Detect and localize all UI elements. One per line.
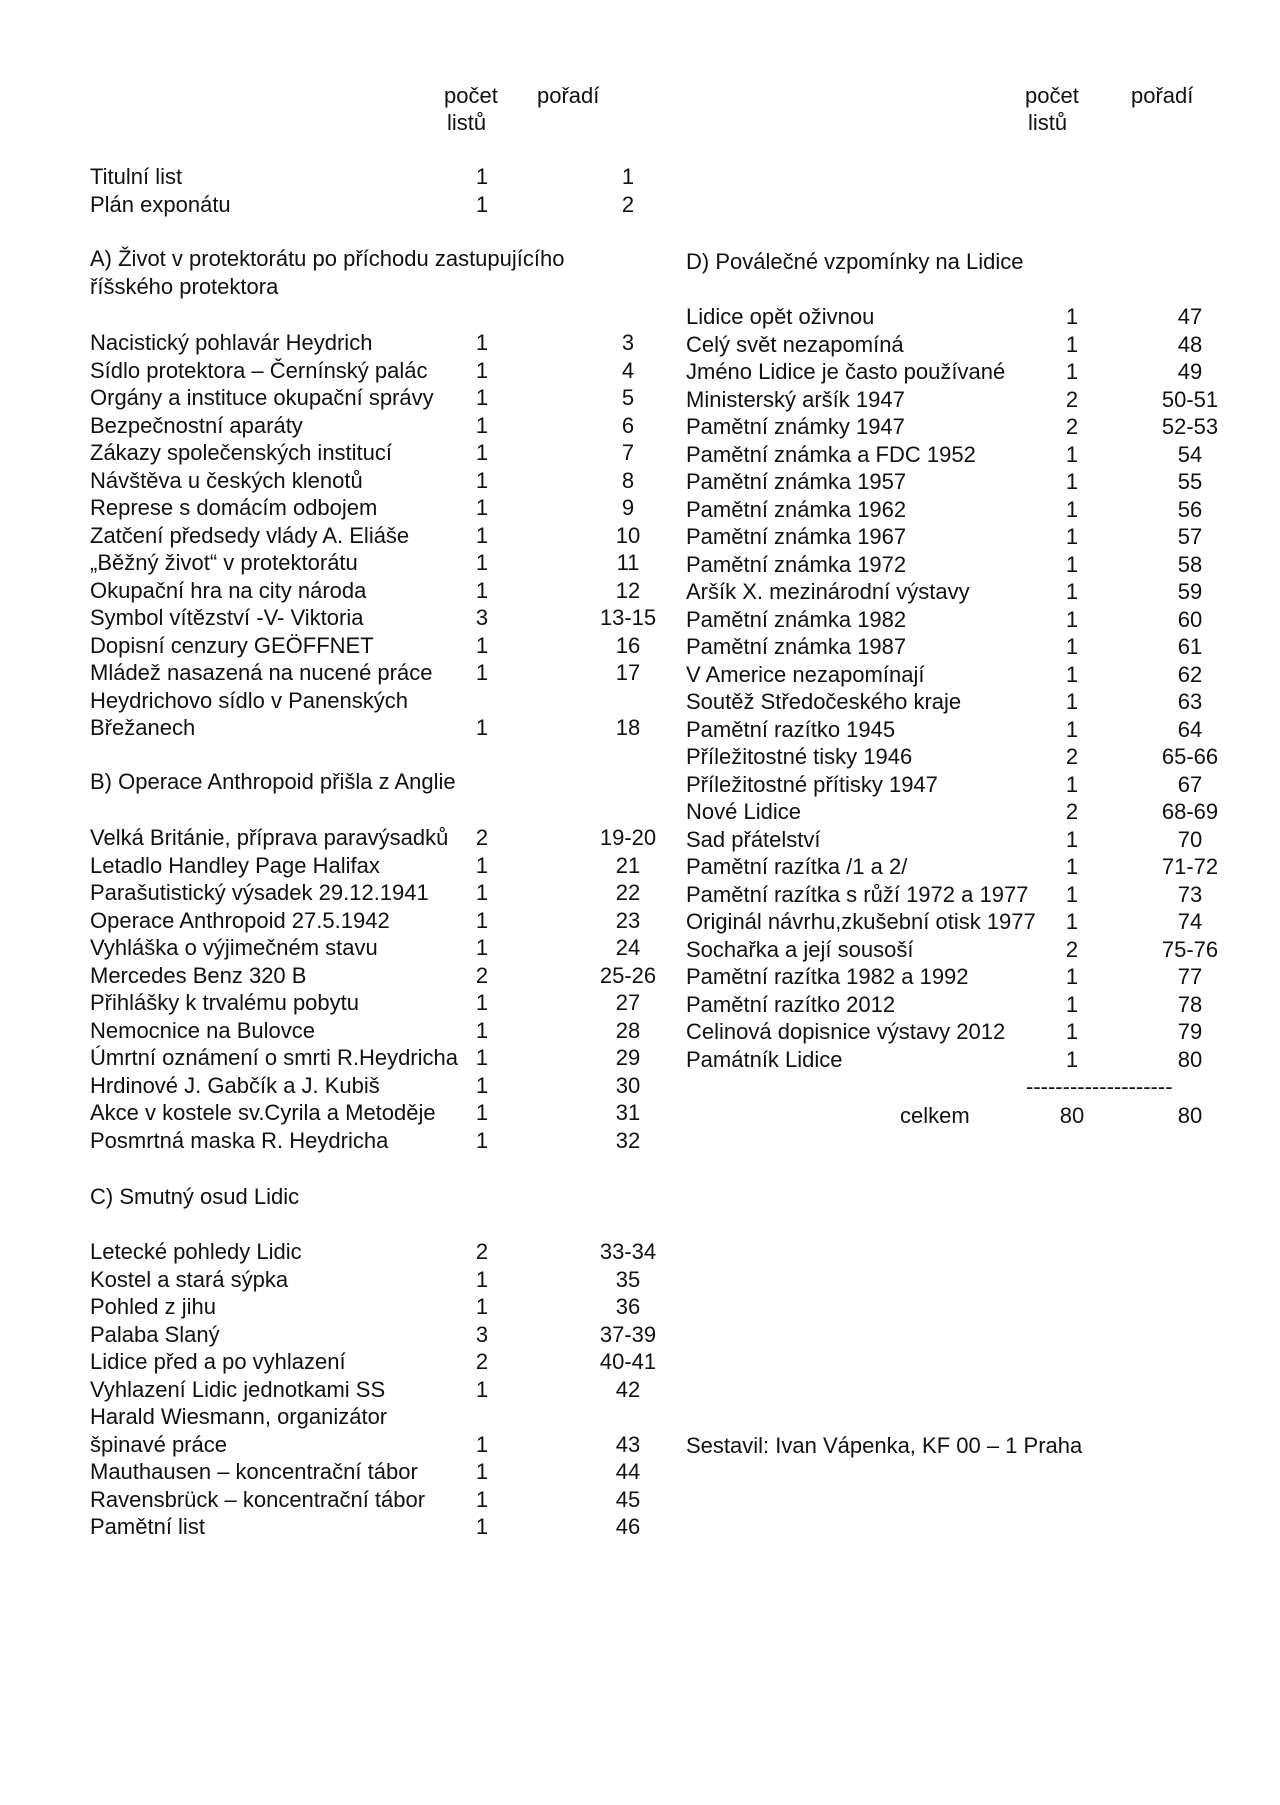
list-item <box>90 879 650 907</box>
list-item <box>90 384 650 412</box>
item-title: Pamětní razítka /1 a 2/ <box>686 854 908 879</box>
list-item <box>90 604 657 632</box>
list-item <box>90 714 650 742</box>
item-order: 46 <box>615 1514 641 1539</box>
item-count: 1 <box>475 935 489 960</box>
item-count: 1 <box>1065 991 1079 1017</box>
item-title: Ministerský aršík 1947 <box>686 386 905 412</box>
item-order: 21 <box>615 852 641 878</box>
item-title: Pamětní známka 1982 <box>686 606 907 632</box>
list-item <box>90 1238 657 1266</box>
item-count: 1 <box>1065 661 1079 687</box>
item-order: 6 <box>621 412 635 438</box>
item-title: Pamětní známka 1972 <box>686 551 907 577</box>
list-item <box>90 1431 650 1459</box>
item-title: Mauthausen – koncentrační tábor <box>90 1459 418 1484</box>
item-count: 1 <box>475 522 489 548</box>
list-item <box>686 826 1206 854</box>
item-order: 55 <box>1177 469 1203 494</box>
item-count: 1 <box>475 357 489 383</box>
list-item <box>90 357 650 385</box>
item-count: 1 <box>475 1100 489 1125</box>
item-count: 2 <box>1065 799 1079 824</box>
header-count-line1: počet <box>444 83 498 108</box>
list-item <box>90 1044 650 1072</box>
list-item <box>686 441 1206 469</box>
item-order: 43 <box>615 1431 641 1457</box>
item-order: 80 <box>1177 1046 1203 1072</box>
item-title: Originál návrhu,zkušební otisk 1977 <box>686 909 1036 934</box>
item-count: 1 <box>1065 854 1079 879</box>
item-count: 1 <box>1065 304 1079 329</box>
item-title: Lidice před a po vyhlazení <box>90 1349 346 1374</box>
list-item <box>686 771 1206 799</box>
item-count: 2 <box>1065 936 1079 962</box>
item-order: 71-72 <box>1161 854 1219 879</box>
item-count: 1 <box>1065 551 1079 577</box>
item-count: 1 <box>1065 881 1079 907</box>
item-count: 1 <box>1065 826 1079 852</box>
item-order: 75-76 <box>1161 936 1219 962</box>
list-item <box>90 989 650 1017</box>
list-item <box>686 496 1206 524</box>
header-count-line2: listů <box>1028 110 1068 135</box>
item-title: Operace Anthropoid 27.5.1942 <box>90 907 390 933</box>
list-item <box>686 523 1206 551</box>
item-count: 1 <box>1065 606 1079 632</box>
item-title: Zákazy společenských institucí <box>90 440 393 465</box>
item-title: Příležitostné tisky 1946 <box>686 744 913 769</box>
item-order: 64 <box>1177 716 1203 742</box>
item-count: 1 <box>475 1266 489 1292</box>
item-title: Zatčení předsedy vlády A. Eliáše <box>90 522 410 548</box>
item-title: Pamětní razítko 2012 <box>686 991 896 1017</box>
list-item <box>686 606 1206 634</box>
list-item <box>90 852 650 880</box>
list-item <box>90 467 650 495</box>
item-count: 1 <box>475 1376 489 1402</box>
section-d-heading: D) Poválečné vzpomínky na Lidice <box>686 249 1024 274</box>
list-item <box>90 1403 650 1431</box>
item-order: 36 <box>615 1294 641 1319</box>
item-title: Soutěž Středočeského kraje <box>686 689 962 714</box>
list-item <box>90 191 650 219</box>
item-order: 68-69 <box>1161 799 1219 824</box>
list-item <box>686 386 1219 414</box>
total-row <box>686 1102 1206 1130</box>
list-item <box>686 633 1206 661</box>
item-count: 1 <box>475 550 489 575</box>
item-count: 1 <box>1065 634 1079 659</box>
list-item <box>90 1376 650 1404</box>
item-count: 1 <box>475 880 489 905</box>
list-item <box>90 1099 650 1127</box>
total-label: celkem <box>900 1103 970 1128</box>
list-item <box>90 1321 657 1349</box>
item-count: 1 <box>475 660 489 685</box>
item-title: Pamětní známka 1957 <box>686 469 907 494</box>
item-order: 70 <box>1177 826 1203 852</box>
list-item <box>90 1266 650 1294</box>
list-item <box>90 163 650 191</box>
list-item <box>90 1513 650 1541</box>
item-order: 49 <box>1177 359 1203 384</box>
item-title: Úmrtní oznámení o smrti R.Heydricha <box>90 1045 458 1070</box>
item-title: Dopisní cenzury GEÖFFNET <box>90 632 374 658</box>
item-count: 1 <box>1065 1046 1079 1072</box>
list-item <box>90 934 650 962</box>
item-count: 1 <box>475 495 489 520</box>
item-order: 47 <box>1177 304 1203 329</box>
section-d-list <box>686 303 1219 1073</box>
item-title: Jméno Lidice je často používané <box>686 359 1006 384</box>
list-item <box>686 881 1206 909</box>
item-title: Celý svět nezapomíná <box>686 331 904 357</box>
item-title: Nacistický pohlavár Heydrich <box>90 330 373 355</box>
item-order: 74 <box>1177 909 1203 934</box>
item-count: 1 <box>475 1294 489 1319</box>
section-c <box>90 1183 650 1211</box>
list-item <box>686 688 1206 716</box>
item-order: 61 <box>1177 634 1203 659</box>
item-title: Symbol vítězství -V- Viktoria <box>90 605 364 630</box>
item-title: „Běžný život“ v protektorátu <box>90 550 358 575</box>
item-order: 22 <box>615 880 641 905</box>
compiled-by: Sestavil: Ivan Vápenka, KF 00 – 1 Praha <box>686 1433 1083 1458</box>
item-title: Palaba Slaný <box>90 1321 220 1347</box>
item-title: Břežanech <box>90 715 196 740</box>
list-item <box>90 1458 650 1486</box>
item-order: 44 <box>615 1459 641 1484</box>
item-title: Celinová dopisnice výstavy 2012 <box>686 1019 1006 1044</box>
item-order: 9 <box>621 495 635 520</box>
item-count: 1 <box>475 1459 489 1484</box>
list-item <box>686 303 1206 331</box>
item-count: 1 <box>475 191 489 217</box>
item-order: 24 <box>615 935 641 960</box>
list-item <box>686 743 1219 771</box>
item-order: 40-41 <box>599 1349 657 1374</box>
header-order: pořadí <box>537 83 600 108</box>
list-item <box>90 577 650 605</box>
total-order: 80 <box>1177 1103 1203 1128</box>
list-item <box>90 1072 650 1100</box>
item-count: 1 <box>475 715 489 740</box>
item-order: 30 <box>615 1072 641 1098</box>
item-title: Bezpečnostní aparáty <box>90 412 303 438</box>
list-item <box>686 413 1219 441</box>
list-item <box>90 522 650 550</box>
item-count: 1 <box>475 412 489 438</box>
list-item <box>90 962 657 990</box>
item-title: Titulní list <box>90 164 183 189</box>
item-order: 62 <box>1177 661 1203 687</box>
item-order: 19-20 <box>599 825 657 850</box>
item-order: 16 <box>615 632 641 658</box>
item-order: 58 <box>1177 551 1203 577</box>
list-item <box>686 716 1206 744</box>
item-title: Nové Lidice <box>686 799 801 824</box>
item-order: 31 <box>615 1100 641 1125</box>
item-count: 1 <box>475 852 489 878</box>
item-count: 1 <box>1065 496 1079 522</box>
item-order: 17 <box>615 660 641 685</box>
item-order: 7 <box>621 440 635 465</box>
item-order: 4 <box>621 357 635 383</box>
list-item <box>686 936 1219 964</box>
item-order: 3 <box>621 330 635 355</box>
list-item <box>90 1486 650 1514</box>
item-title: špinavé práce <box>90 1431 227 1457</box>
item-order: 37-39 <box>599 1321 657 1347</box>
list-item <box>90 1293 650 1321</box>
item-title: Památník Lidice <box>686 1046 843 1072</box>
item-title: Pamětní známky 1947 <box>686 414 905 439</box>
item-title: Mládež nasazená na nucené práce <box>90 660 433 685</box>
item-count: 1 <box>475 385 489 410</box>
section-d <box>686 248 1206 276</box>
item-count: 1 <box>475 1045 489 1070</box>
list-item <box>686 798 1219 826</box>
item-count: 1 <box>475 1072 489 1098</box>
item-count: 1 <box>1065 331 1079 357</box>
item-order: 59 <box>1177 579 1203 604</box>
item-title: Pamětní razítka 1982 a 1992 <box>686 964 969 989</box>
section-a-list <box>90 329 657 742</box>
header-count-line2: listů <box>447 110 487 135</box>
header-order: pořadí <box>1131 83 1194 108</box>
item-order: 25-26 <box>599 962 657 988</box>
item-title: Pohled z jihu <box>90 1294 216 1319</box>
list-item <box>686 551 1206 579</box>
item-order: 67 <box>1177 771 1203 797</box>
item-title: Pamětní razítko 1945 <box>686 716 896 742</box>
item-title: Vyhláška o výjimečném stavu <box>90 935 378 960</box>
item-count: 1 <box>475 907 489 933</box>
item-count: 1 <box>1065 359 1079 384</box>
item-order: 54 <box>1177 441 1203 467</box>
item-count: 1 <box>475 164 489 189</box>
list-item <box>90 412 650 440</box>
item-count: 1 <box>475 577 489 603</box>
item-title: Kostel a stará sýpka <box>90 1266 289 1292</box>
item-title: Návštěva u českých klenotů <box>90 467 363 493</box>
intro-list <box>90 163 650 218</box>
list-item <box>90 659 650 687</box>
list-item <box>90 494 650 522</box>
list-item <box>90 1348 657 1376</box>
item-count: 1 <box>475 1127 489 1153</box>
item-title: Příležitostné přítisky 1947 <box>686 771 938 797</box>
item-title: Parašutistický výsadek 29.12.1941 <box>90 880 429 905</box>
item-order: 52-53 <box>1161 414 1219 439</box>
item-count: 1 <box>475 632 489 658</box>
list-item <box>90 907 650 935</box>
item-order: 10 <box>615 522 641 548</box>
list-item <box>90 632 650 660</box>
item-title: Orgány a instituce okupační správy <box>90 385 434 410</box>
item-title: Pamětní razítka s růží 1972 a 1977 <box>686 881 1029 907</box>
list-item <box>686 358 1206 386</box>
item-title: Sídlo protektora – Černínský palác <box>90 357 428 383</box>
item-order: 45 <box>615 1486 641 1512</box>
list-item <box>686 963 1206 991</box>
item-title: Heydrichovo sídlo v Panenských <box>90 687 408 713</box>
item-count: 2 <box>1065 744 1079 769</box>
section-a <box>90 245 650 300</box>
item-title: Mercedes Benz 320 B <box>90 962 307 988</box>
item-order: 1 <box>621 164 635 189</box>
item-order: 8 <box>621 467 635 493</box>
item-title: Sad přátelství <box>686 826 821 852</box>
item-title: Přihlášky k trvalému pobytu <box>90 990 359 1015</box>
item-title: Aršík X. mezinárodní výstavy <box>686 579 970 604</box>
list-item <box>90 329 650 357</box>
item-count: 1 <box>475 1431 489 1457</box>
item-count: 3 <box>475 1321 489 1347</box>
item-count: 3 <box>475 605 489 630</box>
list-item <box>686 991 1206 1019</box>
item-order: 57 <box>1177 524 1203 549</box>
item-order: 13-15 <box>599 605 657 630</box>
item-title: Represe s domácím odbojem <box>90 495 378 520</box>
item-title: Lidice opět oživnou <box>686 304 875 329</box>
item-count: 1 <box>1065 689 1079 714</box>
item-order: 12 <box>615 577 641 603</box>
item-title: Hrdinové J. Gabčík a J. Kubiš <box>90 1072 380 1098</box>
list-item <box>686 661 1206 689</box>
item-title: Pamětní známka a FDC 1952 <box>686 441 976 467</box>
item-title: Velká Británie, příprava paravýsadků <box>90 825 449 850</box>
item-order: 32 <box>615 1127 641 1153</box>
item-order: 48 <box>1177 331 1203 357</box>
item-order: 63 <box>1177 689 1203 714</box>
list-item <box>90 1127 650 1155</box>
section-a-heading-line1: A) Život v protektorátu po příchodu zastupujícího <box>90 246 565 271</box>
list-item <box>686 908 1206 936</box>
total-separator: -------------------- <box>1026 1074 1173 1099</box>
item-count: 1 <box>1065 579 1079 604</box>
item-title: Harald Wiesmann, organizátor <box>90 1404 388 1429</box>
section-a-heading-line2: říšského protektora <box>90 273 279 299</box>
item-title: Plán exponátu <box>90 191 231 217</box>
item-order: 79 <box>1177 1019 1203 1044</box>
item-title: Nemocnice na Bulovce <box>90 1017 316 1043</box>
list-item <box>686 1046 1206 1074</box>
item-title: Letecké pohledy Lidic <box>90 1239 302 1264</box>
item-title: Vyhlazení Lidic jednotkami SS <box>90 1376 386 1402</box>
list-item <box>90 549 650 577</box>
item-count: 1 <box>1065 469 1079 494</box>
item-order: 29 <box>615 1045 641 1070</box>
item-order: 73 <box>1177 881 1203 907</box>
item-title: Posmrtná maska R. Heydricha <box>90 1127 389 1153</box>
list-item <box>90 1017 650 1045</box>
item-order: 77 <box>1177 964 1203 989</box>
section-b-heading: B) Operace Anthropoid přišla z Anglie <box>90 769 456 794</box>
item-title: Pamětní známka 1987 <box>686 634 907 659</box>
item-count: 1 <box>475 1486 489 1512</box>
item-title: V Americe nezapomínají <box>686 661 925 687</box>
section-c-heading: C) Smutný osud Lidic <box>90 1184 300 1209</box>
list-item <box>686 468 1206 496</box>
item-count: 1 <box>1065 909 1079 934</box>
item-title: Okupační hra na city národa <box>90 577 367 603</box>
item-title: Ravensbrück – koncentrační tábor <box>90 1486 426 1512</box>
item-count: 1 <box>1065 1019 1079 1044</box>
item-count: 1 <box>475 330 489 355</box>
header-count-line1: počet <box>1025 83 1079 108</box>
list-item <box>90 439 650 467</box>
list-item <box>686 1018 1206 1046</box>
item-count: 1 <box>475 440 489 465</box>
item-count: 1 <box>1065 771 1079 797</box>
item-count: 1 <box>1065 964 1079 989</box>
section-b <box>90 768 650 796</box>
section-c-list <box>90 1238 657 1541</box>
item-order: 42 <box>615 1376 641 1402</box>
item-title: Pamětní známka 1962 <box>686 496 907 522</box>
item-count: 2 <box>475 825 489 850</box>
item-title: Akce v kostele sv.Cyrila a Metoděje <box>90 1100 436 1125</box>
item-order: 18 <box>615 715 641 740</box>
item-order: 2 <box>621 191 635 217</box>
list-item <box>90 687 650 715</box>
item-order: 27 <box>615 990 641 1015</box>
item-count: 1 <box>1065 716 1079 742</box>
list-item <box>686 331 1206 359</box>
item-count: 1 <box>475 1514 489 1539</box>
item-count: 2 <box>1065 386 1079 412</box>
item-count: 2 <box>475 962 489 988</box>
total-count: 80 <box>1059 1103 1085 1128</box>
item-order: 23 <box>615 907 641 933</box>
section-b-list <box>90 824 657 1154</box>
item-count: 1 <box>475 1017 489 1043</box>
item-order: 65-66 <box>1161 744 1219 769</box>
item-order: 33-34 <box>599 1239 657 1264</box>
item-count: 1 <box>475 990 489 1015</box>
list-item <box>686 853 1219 881</box>
item-count: 2 <box>475 1349 489 1374</box>
item-order: 50-51 <box>1161 386 1219 412</box>
item-count: 1 <box>1065 524 1079 549</box>
item-count: 1 <box>475 467 489 493</box>
item-title: Letadlo Handley Page Halifax <box>90 852 380 878</box>
item-order: 78 <box>1177 991 1203 1017</box>
item-order: 35 <box>615 1266 641 1292</box>
item-order: 56 <box>1177 496 1203 522</box>
item-title: Pamětní známka 1967 <box>686 524 907 549</box>
item-count: 1 <box>1065 441 1079 467</box>
item-order: 60 <box>1177 606 1203 632</box>
item-order: 28 <box>615 1017 641 1043</box>
item-count: 2 <box>1065 414 1079 439</box>
item-title: Pamětní list <box>90 1514 205 1539</box>
item-count: 2 <box>475 1239 489 1264</box>
item-order: 5 <box>621 385 635 410</box>
list-item <box>686 578 1206 606</box>
item-order: 11 <box>616 550 640 575</box>
list-item <box>90 824 657 852</box>
item-title: Sochařka a její sousoší <box>686 936 914 962</box>
